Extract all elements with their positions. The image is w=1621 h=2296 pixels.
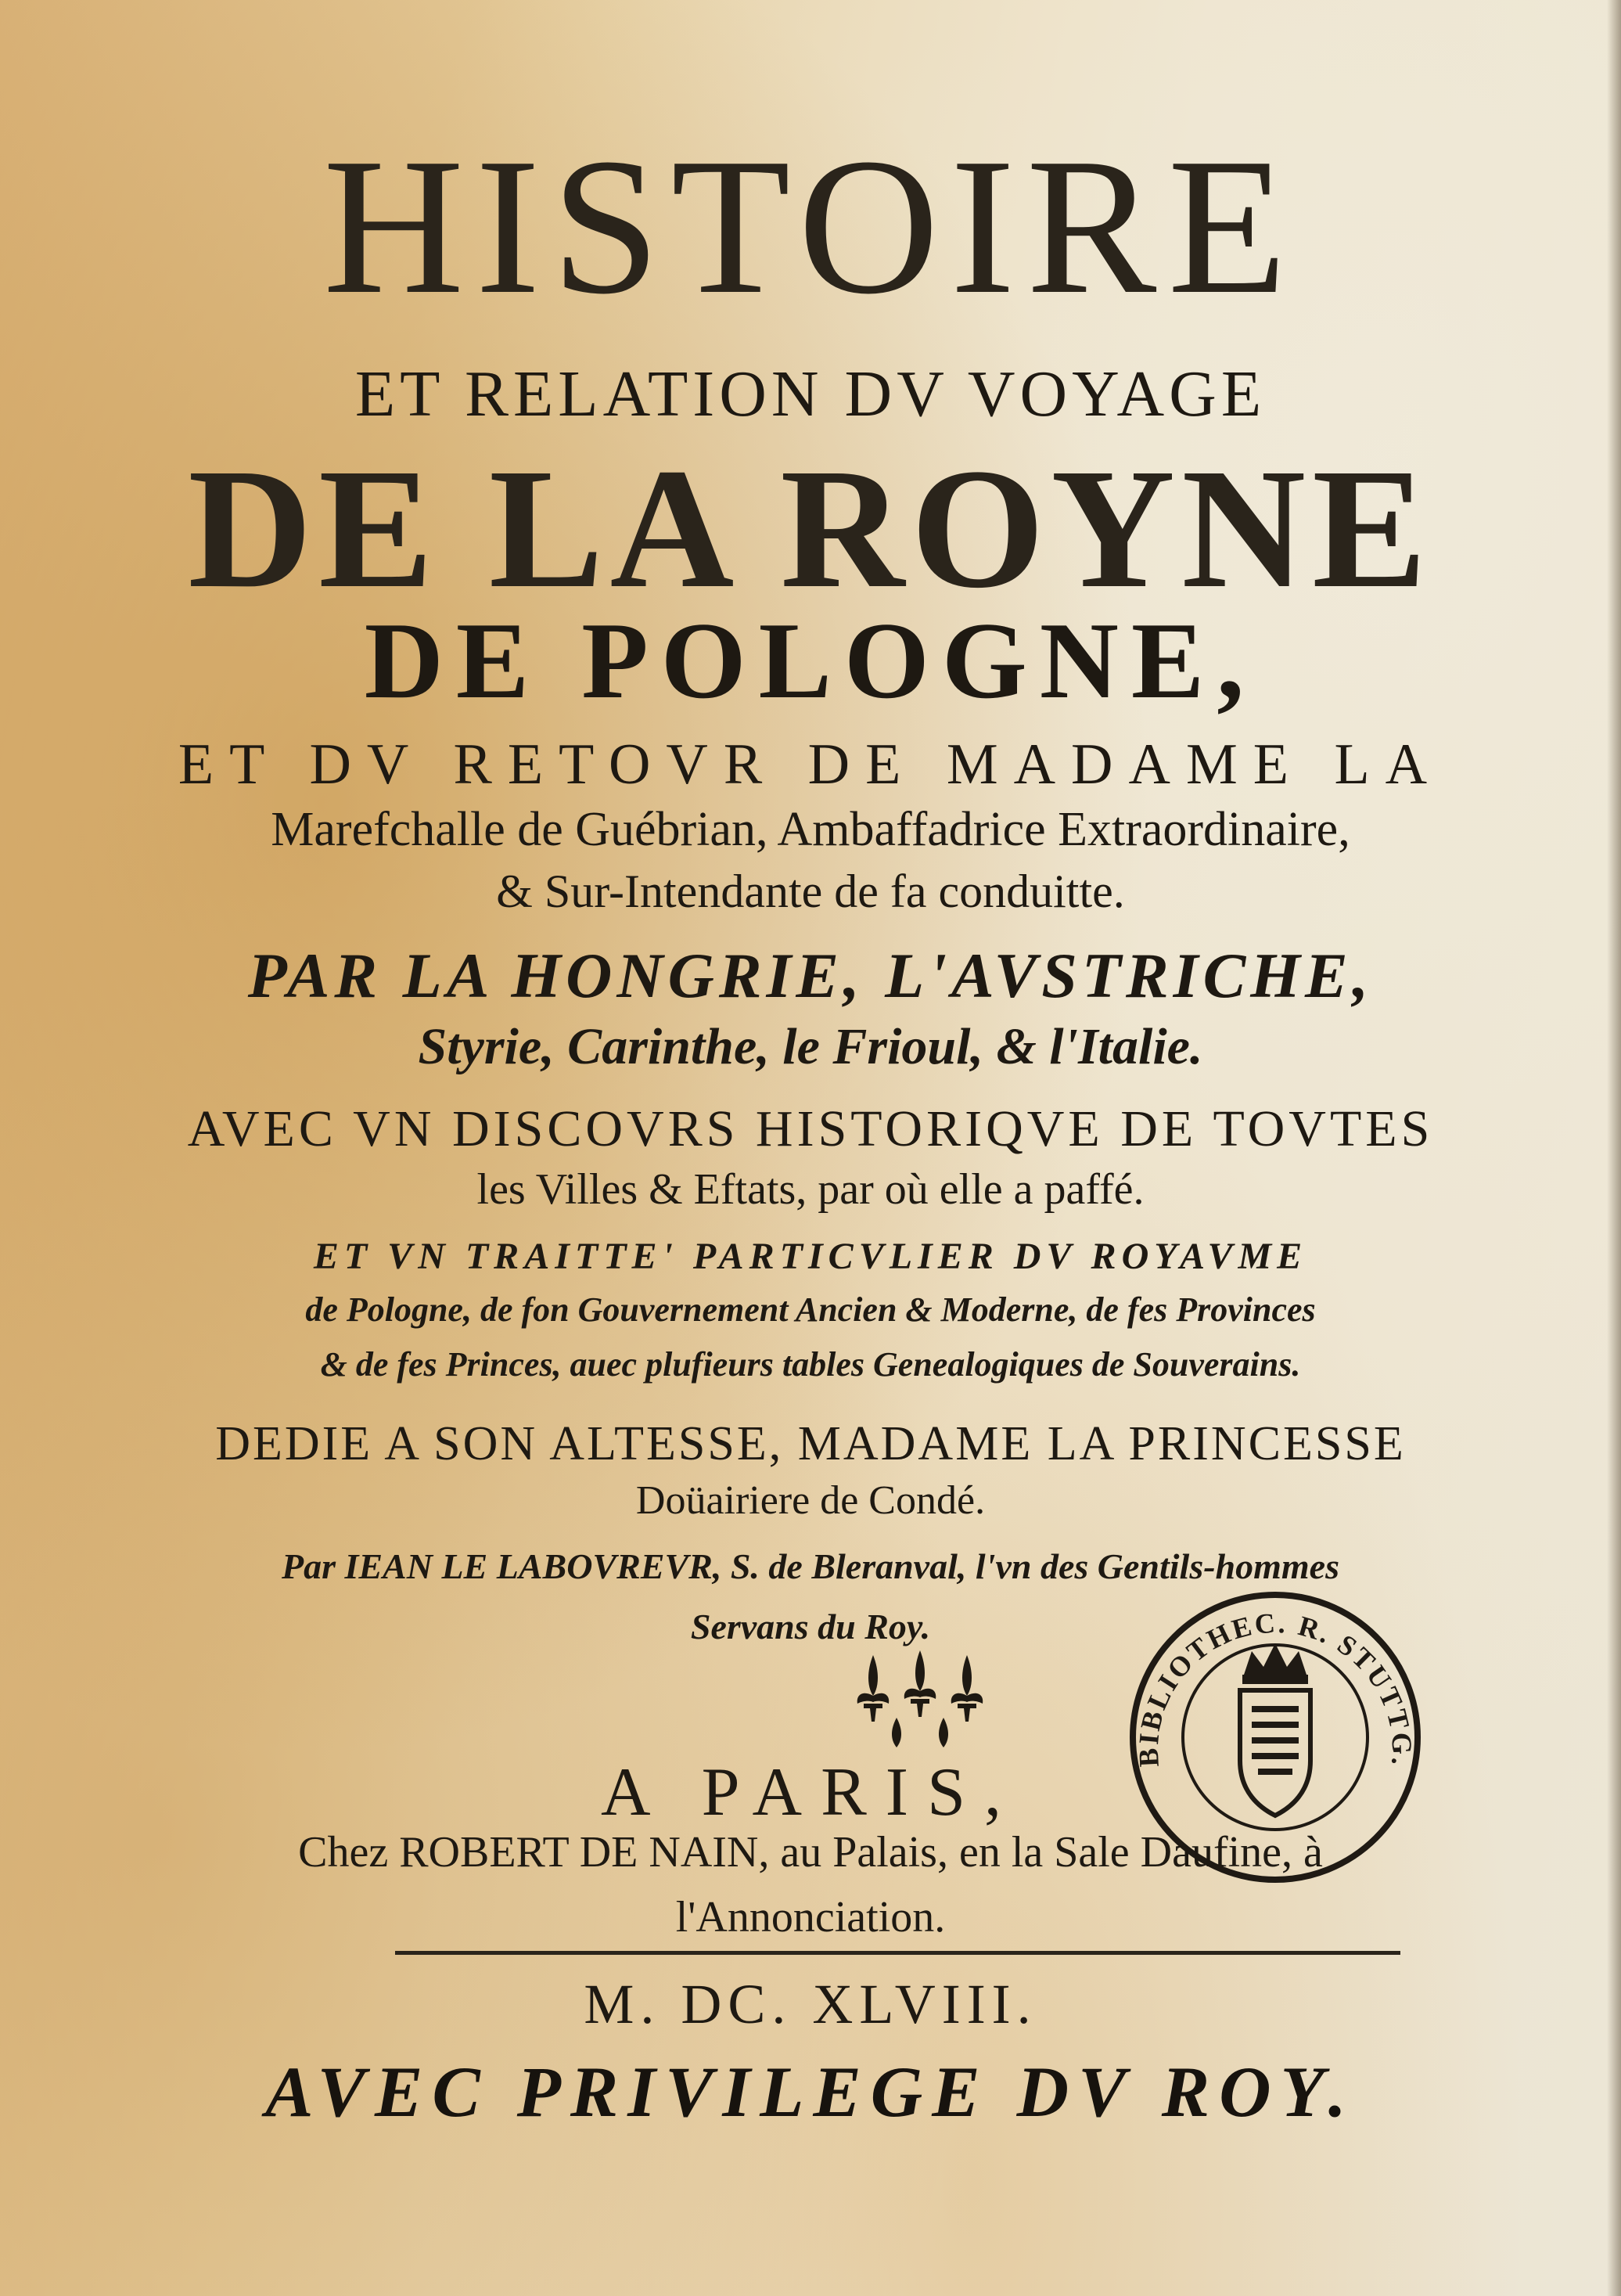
traitte-princes: & de fes Princes, auec plufieurs tables Genealogiques de Souverains. [320, 1345, 1301, 1384]
title-de-la-royne: DE LA ROYNE [188, 433, 1433, 624]
author-title: Servans du Roy. [690, 1607, 931, 1646]
route-hongrie: PAR LA HONGRIE, L'AVSTRICHE, [247, 940, 1374, 1011]
stamp-text: BIBLIOTHEC. R. STUTTG. [1132, 1607, 1418, 1769]
discours-villes: les Villes & Eftats, par où elle a paffé. [476, 1165, 1145, 1214]
author-line: Par IEAN LE LABOVREVR, S. de Bleranval, l'vn des Gentils-hommes [281, 1546, 1340, 1586]
imprint-city: A PARIS, [600, 1754, 1021, 1830]
dedication-heading: DEDIE A SON ALTESSE, MADAME LA PRINCESSE [215, 1417, 1406, 1470]
title-de-pologne: DE POLOGNE, [364, 600, 1257, 722]
imprint-publisher: Chez ROBERT DE NAIN, au Palais, en la Sale Daufine, à [298, 1828, 1323, 1877]
traitte-heading: ET VN TRAITTE' PARTICVLIER DV ROYAVME [313, 1236, 1308, 1277]
subtitle-retour: ET DV RETOVR DE MADAME LA [178, 732, 1443, 797]
text-mareschalle: Marefchalle de Guébrian, Ambaffadrice Extraordinaire, [271, 803, 1350, 856]
imprint-sign: l'Annonciation. [675, 1893, 946, 1942]
discours-heading: AVEC VN DISCOVRS HISTORIQVE DE TOVTES [187, 1100, 1434, 1157]
subtitle-relation: ET RELATION DV VOYAGE [354, 358, 1267, 430]
fleur-de-lis-ornament-icon [850, 1647, 990, 1753]
traitte-pologne: de Pologne, de fon Gouvernement Ancien & Moderne, de fes Provinces [305, 1290, 1316, 1329]
imprint-date: M. DC. XLVIII. [584, 1973, 1037, 2035]
text-sur-intendante: & Sur-Intendante de fa conduitte. [496, 865, 1125, 917]
route-styrie: Styrie, Carinthe, le Frioul, & l'Italie. [418, 1018, 1203, 1075]
title-histoire: HISTOIRE [322, 118, 1299, 335]
dedication-conde: Doüairiere de Condé. [635, 1478, 986, 1523]
divider-rule [395, 1951, 1400, 1955]
privilege-line: AVEC PRIVILEGE DV ROY. [265, 2052, 1356, 2132]
